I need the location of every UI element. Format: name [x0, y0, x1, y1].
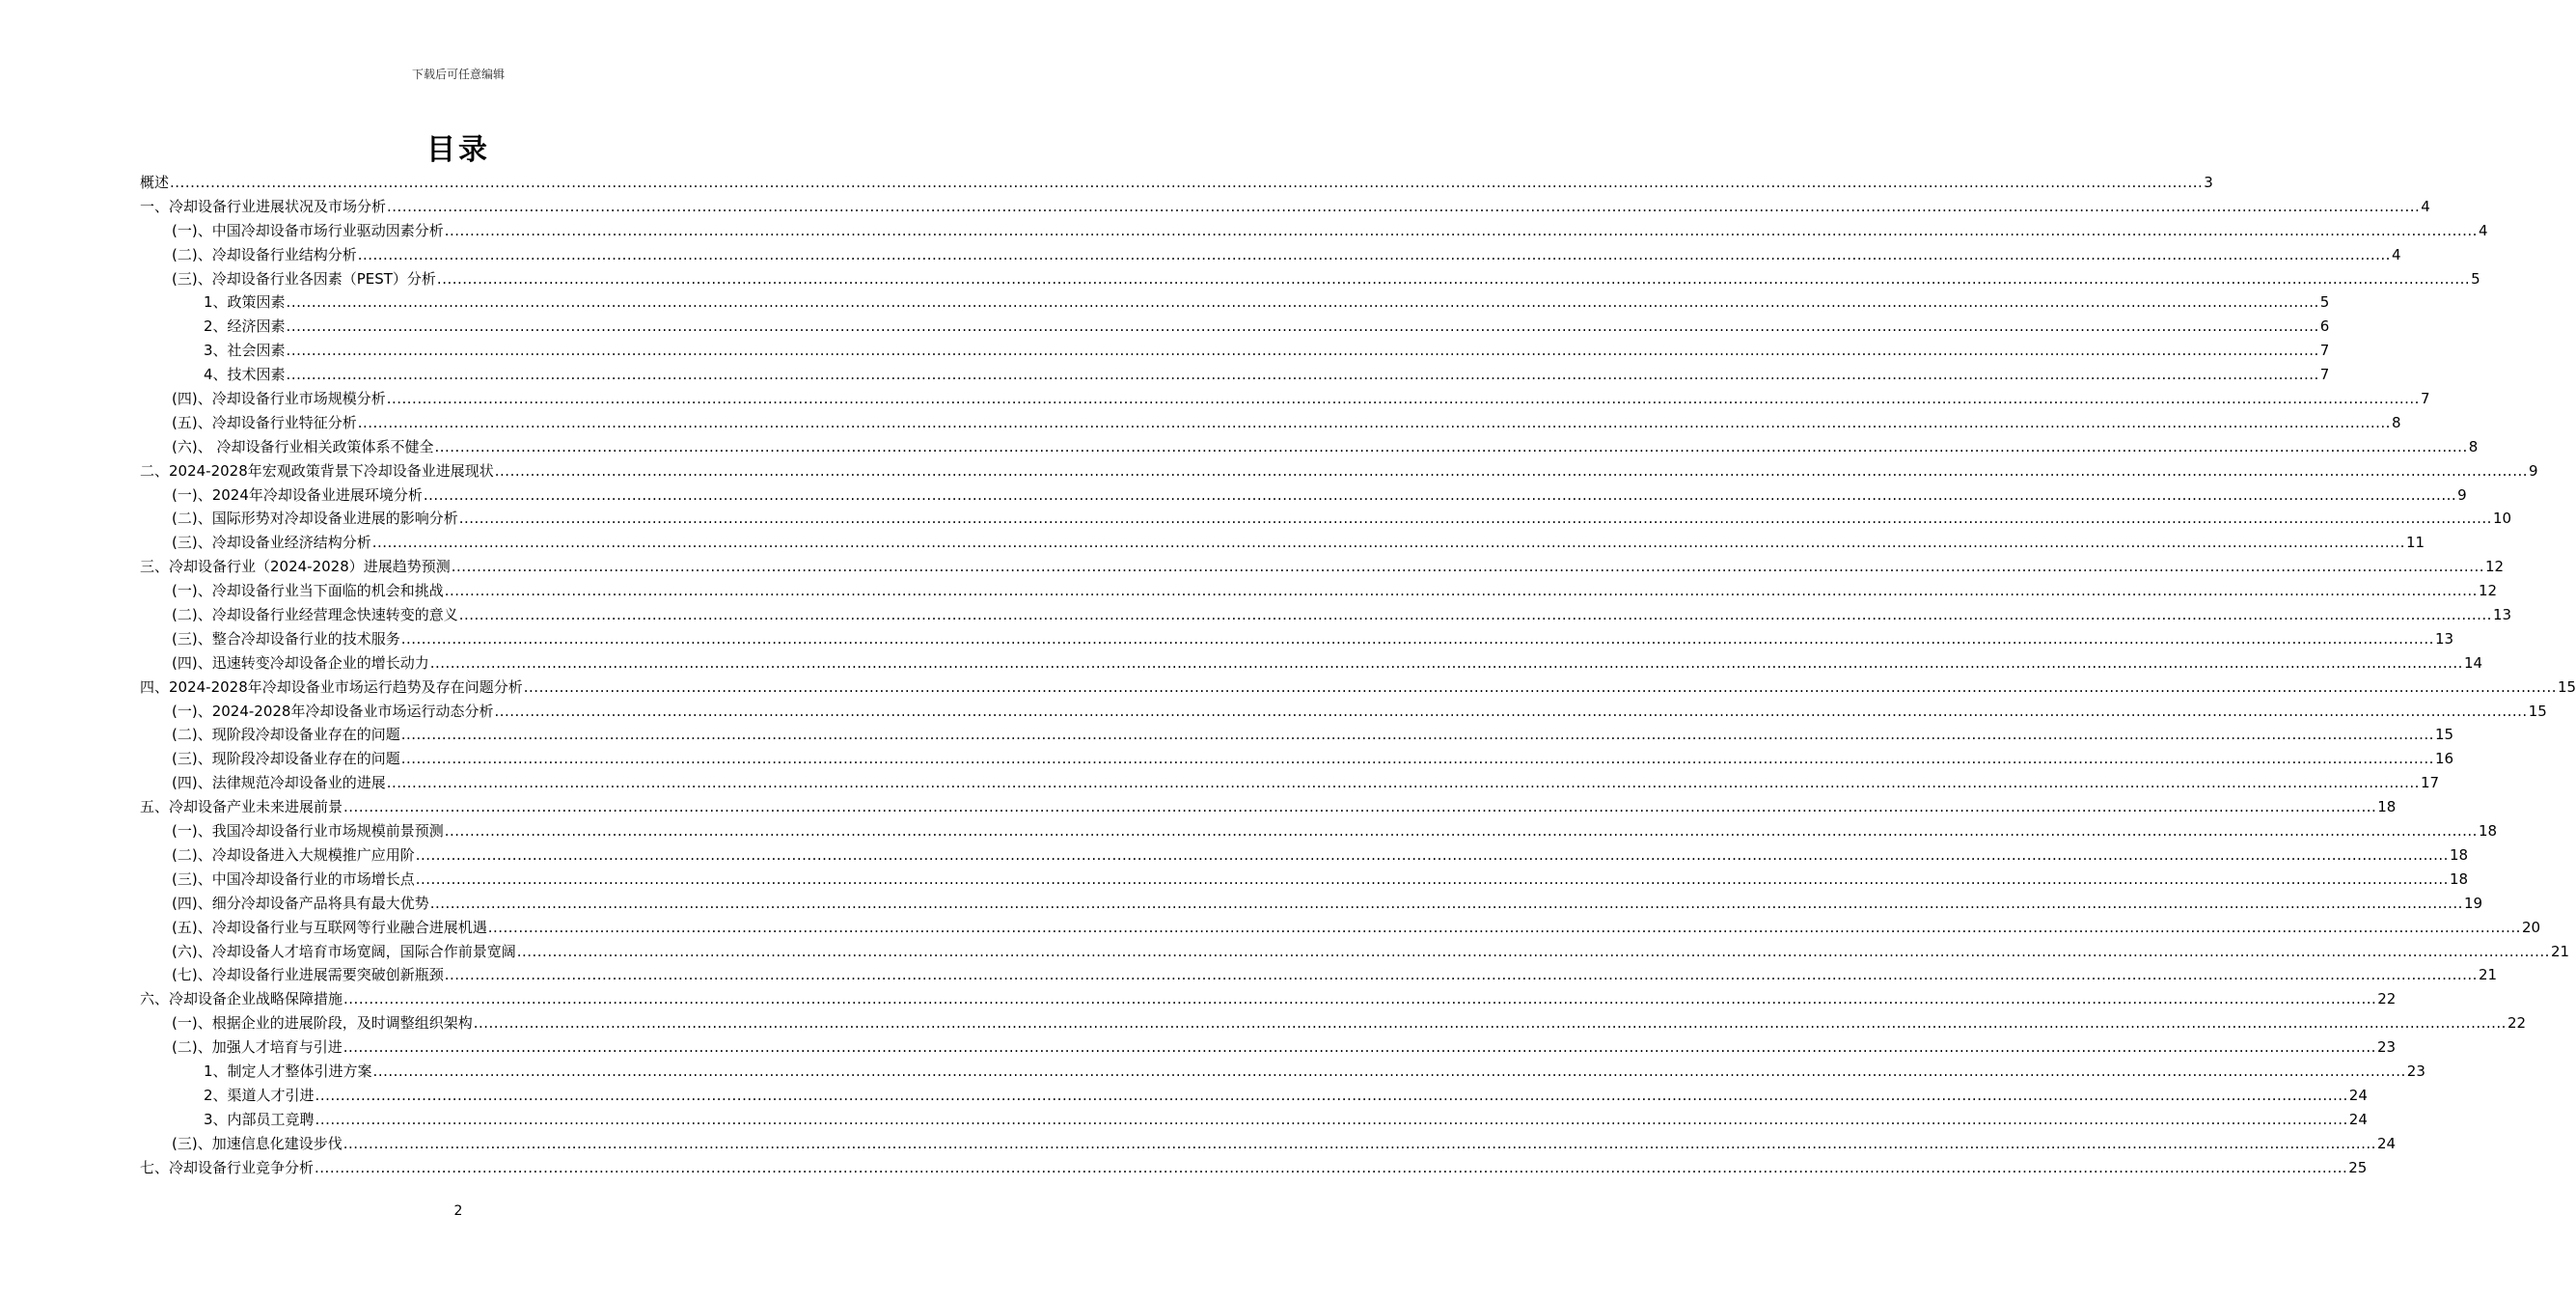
toc-entry-page: 17: [2420, 774, 2440, 792]
toc-entry-label: (六)、 冷却设备行业相关政策体系不健全: [172, 437, 434, 455]
toc-entry-label: 七、冷却设备行业竞争分析: [140, 1158, 315, 1176]
toc-entry-label: (三)、加速信息化建设步伐: [172, 1134, 343, 1152]
toc-leader-dots: ................................................................................................................................................................................................................................................................................................................................................................................................................: [429, 653, 2463, 672]
toc-entry[interactable]: [172, 700, 2547, 724]
toc-entry-label: 二、2024-2028年宏观政策背景下冷却设备业进展现状: [140, 461, 494, 480]
toc-entry-page: 13: [2492, 606, 2512, 624]
toc-entry[interactable]: [172, 1132, 2397, 1156]
toc-entry[interactable]: [172, 916, 2541, 940]
toc-entry[interactable]: [204, 363, 2330, 387]
toc-leader-dots: ................................................................................................................................................................................................................................................................................................................................................................................................................: [487, 918, 2521, 936]
toc-entry-label: 三、冷却设备行业（2024-2028）进展趋势预测: [140, 558, 451, 576]
toc-leader-dots: ................................................................................................................................................................................................................................................................................................................................................................................................................: [434, 437, 2468, 455]
toc-entry[interactable]: [172, 627, 2454, 651]
toc-entry-label: (一)、2024年冷却设备业进展环境分析: [172, 485, 423, 504]
toc-entry[interactable]: [140, 1156, 2368, 1180]
toc-entry-label: (一)、冷却设备行业当下面临的机会和挑战: [172, 582, 444, 600]
toc-entry-label: (三)、中国冷却设备行业的市场增长点: [172, 869, 415, 888]
toc-entry-label: (二)、现阶段冷却设备业存在的问题: [172, 726, 400, 744]
toc-leader-dots: ................................................................................................................................................................................................................................................................................................................................................................................................................: [386, 774, 2420, 792]
header-note: 下载后可任意编辑: [411, 68, 505, 81]
toc-entry-label: 4、技术因素: [204, 366, 286, 384]
toc-leader-dots: ................................................................................................................................................................................................................................................................................................................................................................................................................: [315, 1110, 2348, 1128]
toc-leader-dots: ................................................................................................................................................................................................................................................................................................................................................................................................................: [343, 990, 2377, 1008]
toc-leader-dots: ................................................................................................................................................................................................................................................................................................................................................................................................................: [494, 702, 2528, 720]
toc-leader-dots: ................................................................................................................................................................................................................................................................................................................................................................................................................: [429, 894, 2463, 912]
toc-leader-dots: ................................................................................................................................................................................................................................................................................................................................................................................................................: [372, 1062, 2406, 1080]
toc-entry-label: (一)、中国冷却设备市场行业驱动因素分析: [172, 221, 444, 239]
toc-entry-label: (五)、冷却设备行业特征分析: [172, 413, 357, 431]
toc-entry-page: 23: [2406, 1062, 2425, 1080]
toc-leader-dots: ................................................................................................................................................................................................................................................................................................................................................................................................................: [444, 582, 2478, 600]
toc-entry-page: 21: [2478, 966, 2498, 984]
toc-leader-dots: ................................................................................................................................................................................................................................................................................................................................................................................................................: [400, 750, 2434, 768]
toc-leader-dots: ................................................................................................................................................................................................................................................................................................................................................................................................................: [343, 798, 2377, 816]
toc-entry[interactable]: [204, 290, 2330, 315]
toc-entry-page: 23: [2376, 1038, 2397, 1057]
toc-entry-page: 3: [2204, 174, 2213, 191]
toc-entry[interactable]: [172, 940, 2570, 964]
toc-leader-dots: ................................................................................................................................................................................................................................................................................................................................................................................................................: [286, 317, 2319, 336]
toc-entry-label: (二)、冷却设备行业经营理念快速转变的意义: [172, 606, 458, 624]
toc-entry-label: (六)、冷却设备人才培育市场宽阔，国际合作前景宽阔: [172, 942, 516, 960]
toc-entry-page: 6: [2319, 317, 2330, 336]
toc-entry-page: 4: [2391, 245, 2401, 263]
toc-entry-page: 7: [2319, 342, 2330, 360]
toc-entry-page: 18: [2449, 845, 2469, 864]
toc-entry[interactable]: [140, 795, 2397, 819]
toc-leader-dots: ................................................................................................................................................................................................................................................................................................................................................................................................................: [436, 269, 2471, 288]
toc-entry[interactable]: [140, 459, 2538, 483]
toc-entry-label: (二)、国际形势对冷却设备业进展的影响分析: [172, 510, 458, 528]
toc-entry-page: 12: [2478, 582, 2498, 600]
toc-entry-label: (一)、根据企业的进展阶段，及时调整组织架构: [172, 1014, 473, 1033]
toc-entry-label: (四)、冷却设备行业市场规模分析: [172, 390, 386, 408]
toc-leader-dots: ................................................................................................................................................................................................................................................................................................................................................................................................................: [343, 1038, 2376, 1057]
toc-entry-page: 20: [2521, 918, 2541, 936]
table-of-contents: [0, 171, 2576, 1179]
toc-entry-label: (三)、冷却设备行业各因素（PEST）分析: [172, 269, 436, 288]
toc-entry-page: 13: [2434, 629, 2454, 648]
toc-entry-page: 25: [2348, 1158, 2368, 1176]
toc-entry[interactable]: [204, 1108, 2368, 1132]
toc-entry-page: 22: [2507, 1014, 2527, 1033]
toc-entry[interactable]: [204, 315, 2330, 339]
toc-entry-page: 4: [2478, 221, 2488, 239]
toc-leader-dots: ................................................................................................................................................................................................................................................................................................................................................................................................................: [473, 1014, 2507, 1033]
toc-leader-dots: ................................................................................................................................................................................................................................................................................................................................................................................................................: [415, 869, 2449, 888]
toc-entry[interactable]: [172, 771, 2440, 795]
toc-entry-page: 21: [2550, 942, 2570, 960]
toc-leader-dots: ................................................................................................................................................................................................................................................................................................................................................................................................................: [387, 197, 2421, 215]
toc-entry-page: 10: [2492, 510, 2512, 528]
toc-entry-label: (四)、法律规范冷却设备业的进展: [172, 774, 386, 792]
toc-entry[interactable]: [172, 651, 2483, 676]
toc-entry-label: 3、社会因素: [204, 342, 286, 360]
toc-entry-page: 15: [2434, 726, 2454, 744]
toc-leader-dots: ................................................................................................................................................................................................................................................................................................................................................................................................................: [444, 822, 2478, 841]
toc-entry[interactable]: [172, 892, 2483, 916]
toc-entry-page: 11: [2405, 534, 2425, 552]
toc-entry-page: 19: [2463, 894, 2483, 912]
toc-entry[interactable]: [140, 676, 2576, 700]
toc-entry-label: 1、政策因素: [204, 293, 286, 312]
toc-entry-page: 7: [2319, 366, 2330, 384]
toc-entry-page: 15: [2528, 702, 2547, 720]
toc-entry[interactable]: [172, 483, 2467, 508]
toc-entry[interactable]: [172, 387, 2430, 411]
toc-entry-label: 六、冷却设备企业战略保障措施: [140, 990, 343, 1008]
toc-entry-label: (三)、冷却设备业经济结构分析: [172, 534, 371, 552]
toc-entry[interactable]: [172, 747, 2454, 771]
toc-entry-page: 18: [2478, 822, 2498, 841]
toc-entry[interactable]: [172, 603, 2512, 627]
toc-entry[interactable]: [172, 579, 2498, 603]
toc-entry-page: 9: [2529, 461, 2538, 480]
toc-entry-page: 24: [2348, 1086, 2368, 1104]
toc-entry[interactable]: [172, 843, 2469, 868]
toc-entry-label: (二)、冷却设备进入大规模推广应用阶: [172, 845, 415, 864]
toc-entry[interactable]: [204, 1084, 2368, 1108]
toc-leader-dots: ................................................................................................................................................................................................................................................................................................................................................................................................................: [444, 966, 2478, 984]
toc-entry-label: (三)、整合冷却设备行业的技术服务: [172, 629, 400, 648]
toc-entry-label: 2、渠道人才引进: [204, 1086, 315, 1104]
toc-entry-label: (五)、冷却设备行业与互联网等行业融合进展机遇: [172, 918, 487, 936]
toc-entry[interactable]: [172, 531, 2425, 555]
toc-entry-label: (一)、2024-2028年冷却设备业市场运行动态分析: [172, 702, 494, 720]
toc-entry[interactable]: [172, 1035, 2397, 1060]
toc-entry[interactable]: [172, 1011, 2527, 1035]
toc-leader-dots: ................................................................................................................................................................................................................................................................................................................................................................................................................: [400, 629, 2434, 648]
toc-entry-label: (一)、我国冷却设备行业市场规模前景预测: [172, 822, 444, 841]
toc-leader-dots: ................................................................................................................................................................................................................................................................................................................................................................................................................: [170, 174, 2204, 191]
toc-leader-dots: ................................................................................................................................................................................................................................................................................................................................................................................................................: [516, 942, 2550, 960]
toc-entry[interactable]: [172, 723, 2454, 747]
toc-leader-dots: ................................................................................................................................................................................................................................................................................................................................................................................................................: [315, 1158, 2348, 1176]
toc-entry-label: 概述: [140, 174, 170, 191]
toc-entry[interactable]: [204, 1060, 2425, 1084]
toc-entry[interactable]: [172, 243, 2401, 267]
toc-leader-dots: ................................................................................................................................................................................................................................................................................................................................................................................................................: [386, 390, 2420, 408]
toc-entry-page: 18: [2377, 798, 2397, 816]
toc-entry-label: (四)、细分冷却设备产品将具有最大优势: [172, 894, 429, 912]
toc-entry[interactable]: [140, 195, 2430, 219]
toc-entry[interactable]: [172, 219, 2488, 243]
toc-leader-dots: ................................................................................................................................................................................................................................................................................................................................................................................................................: [286, 293, 2319, 312]
toc-leader-dots: ................................................................................................................................................................................................................................................................................................................................................................................................................: [400, 726, 2434, 744]
toc-entry[interactable]: [140, 171, 2213, 195]
toc-leader-dots: ................................................................................................................................................................................................................................................................................................................................................................................................................: [286, 342, 2319, 360]
toc-leader-dots: ................................................................................................................................................................................................................................................................................................................................................................................................................: [315, 1086, 2348, 1104]
toc-leader-dots: ................................................................................................................................................................................................................................................................................................................................................................................................................: [357, 245, 2391, 263]
toc-entry-label: 1、制定人才整体引进方案: [204, 1062, 372, 1080]
toc-leader-dots: ................................................................................................................................................................................................................................................................................................................................................................................................................: [423, 485, 2457, 504]
toc-entry-page: 14: [2463, 653, 2483, 672]
toc-entry-page: 8: [2391, 413, 2401, 431]
toc-entry-page: 22: [2377, 990, 2397, 1008]
toc-entry-page: 15: [2558, 677, 2576, 696]
toc-entry-page: 16: [2434, 750, 2454, 768]
toc-entry-page: 4: [2421, 197, 2430, 215]
toc-entry-label: 一、冷却设备行业进展状况及市场分析: [140, 197, 387, 215]
toc-entry[interactable]: [140, 987, 2397, 1011]
toc-entry[interactable]: [172, 435, 2479, 459]
toc-entry-label: 2、经济因素: [204, 317, 286, 336]
toc-entry[interactable]: [172, 819, 2498, 843]
toc-leader-dots: ................................................................................................................................................................................................................................................................................................................................................................................................................: [371, 534, 2405, 552]
toc-leader-dots: ................................................................................................................................................................................................................................................................................................................................................................................................................: [343, 1134, 2376, 1152]
toc-entry[interactable]: [172, 963, 2498, 987]
toc-entry[interactable]: [140, 555, 2505, 579]
toc-leader-dots: ................................................................................................................................................................................................................................................................................................................................................................................................................: [451, 558, 2484, 576]
toc-entry[interactable]: [204, 339, 2330, 363]
toc-entry-page: 18: [2449, 869, 2469, 888]
page-number: 2: [453, 1203, 463, 1219]
toc-entry-label: 3、内部员工竞聘: [204, 1110, 315, 1128]
toc-entry-label: (三)、现阶段冷却设备业存在的问题: [172, 750, 400, 768]
toc-entry-label: 五、冷却设备产业未来进展前景: [140, 798, 343, 816]
toc-leader-dots: ................................................................................................................................................................................................................................................................................................................................................................................................................: [523, 677, 2557, 696]
toc-entry-label: (四)、迅速转变冷却设备企业的增长动力: [172, 653, 429, 672]
toc-leader-dots: ................................................................................................................................................................................................................................................................................................................................................................................................................: [357, 413, 2391, 431]
toc-leader-dots: ................................................................................................................................................................................................................................................................................................................................................................................................................: [415, 845, 2449, 864]
toc-entry[interactable]: [172, 868, 2469, 892]
toc-entry-page: 24: [2376, 1134, 2397, 1152]
toc-entry-page: 9: [2457, 485, 2467, 504]
toc-leader-dots: ................................................................................................................................................................................................................................................................................................................................................................................................................: [494, 461, 2528, 480]
toc-entry-page: 7: [2420, 390, 2430, 408]
toc-entry-label: (二)、加强人才培育与引进: [172, 1038, 343, 1057]
toc-leader-dots: ................................................................................................................................................................................................................................................................................................................................................................................................................: [444, 221, 2478, 239]
toc-entry-page: 12: [2485, 558, 2505, 576]
toc-entry-page: 5: [2471, 269, 2480, 288]
toc-leader-dots: ................................................................................................................................................................................................................................................................................................................................................................................................................: [458, 606, 2492, 624]
toc-leader-dots: ................................................................................................................................................................................................................................................................................................................................................................................................................: [458, 510, 2492, 528]
toc-entry-label: (七)、冷却设备行业进展需要突破创新瓶颈: [172, 966, 444, 984]
toc-entry-page: 5: [2319, 293, 2330, 312]
toc-entry-label: (二)、冷却设备行业结构分析: [172, 245, 357, 263]
toc-leader-dots: ................................................................................................................................................................................................................................................................................................................................................................................................................: [286, 366, 2319, 384]
toc-title: 目录: [426, 133, 490, 167]
toc-entry[interactable]: [172, 411, 2401, 435]
toc-entry[interactable]: [172, 267, 2480, 291]
toc-entry-label: 四、2024-2028年冷却设备业市场运行趋势及存在问题分析: [140, 677, 523, 696]
toc-entry-page: 24: [2348, 1110, 2368, 1128]
toc-entry[interactable]: [172, 507, 2512, 531]
toc-entry-page: 8: [2468, 437, 2479, 455]
